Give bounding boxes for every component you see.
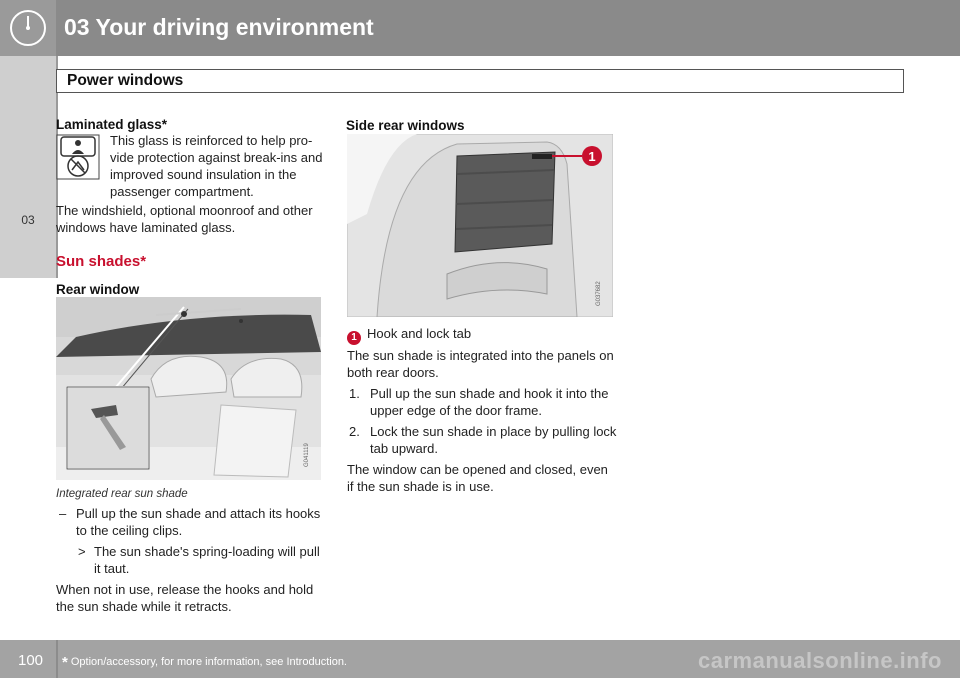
figure-legend xyxy=(347,325,617,345)
result-line-2: it taut. xyxy=(94,561,130,576)
footnote-asterisk: * xyxy=(62,654,68,671)
closing-paragraph xyxy=(347,461,619,495)
numbered-step-1 xyxy=(347,385,619,419)
windshield-paragraph xyxy=(56,202,336,236)
rear-figure-code: G041119 xyxy=(304,443,310,467)
p1-line-1: The sun shade is integrated into the panels on xyxy=(347,348,614,363)
laminated-line-1: This glass is reinforced to help pro- xyxy=(110,133,313,148)
left-column xyxy=(56,116,326,133)
speedometer-icon xyxy=(0,0,56,56)
side-window-figure xyxy=(347,134,613,317)
footer-divider xyxy=(56,640,58,678)
result-item xyxy=(56,543,336,577)
chapter-header xyxy=(0,0,960,56)
release-paragraph xyxy=(56,581,336,615)
side-figure-code: G037682 xyxy=(596,281,602,306)
chapter-tab xyxy=(0,56,58,278)
s2-line-1: Lock the sun shade in place by pulling lock xyxy=(370,424,617,439)
section-title-bar xyxy=(56,69,904,93)
laminated-line-4: passenger compartment. xyxy=(110,184,254,199)
s2-line-2: tab upward. xyxy=(370,441,438,456)
side-rear-heading: Side rear windows xyxy=(346,118,465,133)
p1-line-2: both rear doors. xyxy=(347,365,439,380)
p2-line-1: The window can be opened and closed, even xyxy=(347,462,608,477)
result-line-1: The sun shade's spring-loading will pull xyxy=(94,544,320,559)
release-line-2: the sun shade while it retracts. xyxy=(56,599,232,614)
laminated-glass-icon xyxy=(56,134,100,180)
windshield-line-1: The windshield, optional moonroof and other xyxy=(56,203,313,218)
step-item xyxy=(56,505,336,539)
step-dash: – xyxy=(59,506,67,521)
laminated-line-2: vide protection against break-ins and xyxy=(110,150,323,165)
page-number: 100 xyxy=(18,652,44,669)
legend-badge: 1 xyxy=(347,331,361,345)
page-footer xyxy=(0,640,960,678)
sun-shades-heading: Sun shades* xyxy=(56,253,147,270)
side-rear-body xyxy=(347,347,619,495)
s1-line-1: Pull up the sun shade and hook it into the xyxy=(370,386,609,401)
laminated-description xyxy=(110,132,332,200)
chapter-title: 03 Your driving environment xyxy=(64,14,374,40)
watermark: carmanualsonline.info xyxy=(698,648,942,673)
numbered-step-2 xyxy=(347,423,619,457)
rear-window-heading: Rear window xyxy=(56,282,140,297)
step-number-2: 2. xyxy=(349,424,360,439)
rear-window-steps xyxy=(56,505,336,615)
legend-text: Hook and lock tab xyxy=(367,326,472,341)
windshield-line-2: windows have laminated glass. xyxy=(56,220,236,235)
laminated-line-3: improved sound insulation in the xyxy=(110,167,297,182)
step-number-1: 1. xyxy=(349,386,360,401)
chapter-number: 03 xyxy=(21,213,35,227)
figure-callout-number: 1 xyxy=(588,149,596,164)
p2-line-2: if the sun shade is in use. xyxy=(347,479,494,494)
s1-line-2: upper edge of the door frame. xyxy=(370,403,543,418)
rear-window-figure xyxy=(56,297,321,480)
step-line-1: Pull up the sun shade and attach its hooks xyxy=(76,506,321,521)
release-line-1: When not in use, release the hooks and hold xyxy=(56,582,314,597)
result-marker: > xyxy=(78,544,86,559)
footnote xyxy=(62,654,347,671)
laminated-heading: Laminated glass* xyxy=(56,117,168,132)
section-title: Power windows xyxy=(67,72,184,89)
step-line-2: to the ceiling clips. xyxy=(76,523,183,538)
figure-caption: Integrated rear sun shade xyxy=(56,488,188,500)
footnote-text: Option/accessory, for more information, see Introduction. xyxy=(70,656,347,668)
